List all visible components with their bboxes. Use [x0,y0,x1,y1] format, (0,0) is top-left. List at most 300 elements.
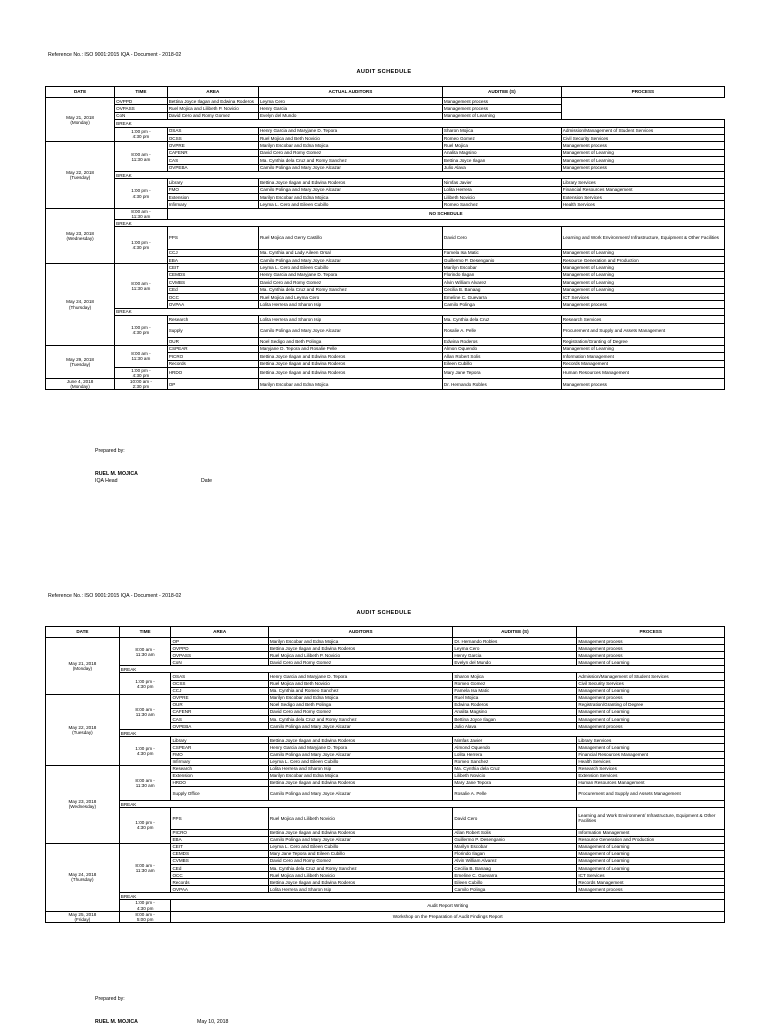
table-row [46,911,725,922]
auditee-cell: Nimfas Javier [442,179,561,186]
auditee-cell: Julio Alava [442,164,561,171]
auditors-cell: Henry Garcia and Maryjane D. Tepora [268,744,453,751]
auditors-cell: David Cero and Romy Gomez [268,659,453,666]
process-cell: Extension Services [577,772,725,779]
auditors-cell: David Cero and Romy Gomez [268,857,453,864]
auditors-cell: Ruel Mojica and Lilibeth Novicio [268,872,453,879]
auditors-cell: Ruel Mojica and Leyma Cero [258,293,442,300]
process-cell: Learning and Work Environment/ Infrastructure, Equipment & Other Facilities [561,227,724,249]
process-cell: Management of Learning [561,279,724,286]
area-cell: PPS [171,808,268,829]
auditee-cell: Romeo Sanchez [453,758,577,765]
auditee-cell: Ruel Mojica [442,142,561,149]
area-cell: Supply [167,323,258,338]
time-cell: 8:00 am - 11:30 am [115,208,168,219]
auditors-cell: Camilo Polinga and Mary Joyce Alcazar [258,164,442,171]
process-cell: Learning and Work Environment/ Infrastructure, Equipment & Other Facilities [577,808,725,829]
break-cell: BREAK [119,666,724,673]
auditors-cell: Bettina Joyce Ilagan and Edwina Roderos [268,645,453,652]
date-cell: May 23, 2018 (Wednesday) [46,208,115,264]
table-row [46,730,725,737]
table-row [46,900,725,911]
table-row [46,264,725,271]
time-cell: 8:00 am - 11:30 am [115,345,168,367]
table-row [46,673,725,680]
prepared-by-label-2: Prepared by: [95,996,125,1002]
process-cell: Human Resources Management [561,367,724,378]
table-row [46,801,725,808]
date-cell: May 24, 2018 (Thursday) [46,264,115,345]
process-cell: Registration/Granting of Degree [561,338,724,345]
area-cell: Library [171,737,268,744]
area-cell: OCSS [167,134,258,141]
auditors-cell: Henry Garcia and Maryjane D. Tepora [258,127,442,134]
auditee-cell: Lolita Herrera [442,186,561,193]
time-cell: 1:00 pm - 4:30 pm [119,808,171,843]
auditors-cell: Marilyn Escobar and Edna Mojica [258,194,442,201]
page-title-2: AUDIT SCHEDULE [356,610,412,616]
area-cell: Research [171,765,268,772]
auditee-cell: Mary Jane Tepora [453,779,577,786]
area-cell: CAFENR [171,708,268,715]
auditee-cell: Cecilia B. Banaag [453,865,577,872]
auditee-cell: Julio Alava [453,723,577,730]
auditee-cell: Lolita Herrera [453,751,577,758]
break-cell: BREAK [119,893,724,900]
process-cell: Civil Security Services [577,680,725,687]
process-cell: Management of Learning [577,744,725,751]
auditee-cell: Romeo Gomez [442,134,561,141]
process-cell: Management of Learning [577,687,725,694]
table-row [46,379,725,390]
area-cell: OVPASS [115,105,168,112]
auditors-cell: Lolita Herrera and Sharon Isip [258,301,442,308]
area-cell: OCC [167,293,258,300]
process-cell: Information Management [561,353,724,360]
time-cell: 8:00 am - 11:30 am [119,843,171,893]
audit-schedule-table-2 [45,626,725,923]
auditee-cell: Dr. Hernando Robles [453,638,577,645]
area-cell: OVPRE [171,694,268,701]
auditee-cell: Marilyn Escobar [442,264,561,271]
date-cell: June 4, 2018 (Monday) [46,379,115,390]
auditors-cell: Leyma L. Cero and Eileen Cubillo [268,758,453,765]
table-row [46,112,725,119]
table-row [46,638,725,645]
break-cell: BREAK [115,220,725,227]
auditors-cell: Bettina Joyce Ilagan and Edwina Roderos [258,353,442,360]
area-cell: FMO [171,751,268,758]
area-cell: Extension [167,194,258,201]
area-cell: PICRO [167,353,258,360]
date-cell: May 29, 2018 (Tuesday) [46,345,115,378]
area-cell: OP [167,379,258,390]
table-row [46,737,725,744]
table-row [46,120,725,127]
auditee-cell: Emeline C. Guevarra [453,872,577,879]
process-cell: Management process [577,652,725,659]
area-cell: Infirmary [171,758,268,765]
auditors-cell: Camilo Polinga and Mary Joyce Alcazar [268,723,453,730]
auditee-cell: Sharon Mojica [442,127,561,134]
auditors-cell: Camilo Polinga and Mary Joyce Alcazar [258,257,442,264]
table-row [46,308,725,315]
auditors-cell: Noel Sedigo and Beth Polinga [258,338,442,345]
auditee-cell: David Cero [442,227,561,249]
auditors-cell: Bettina Joyce Ilagan and Edwina Roderos [258,360,442,367]
auditors-cell: Bettina Joyce Ilagan and Edwina Roderos [258,179,442,186]
date-cell: May 24, 2018 (Thursday) [46,843,120,911]
auditee-cell: Mary Jane Tepora [442,367,561,378]
process-cell: Health Services [577,758,725,765]
date-cell: May 21, 2018 (Monday) [46,638,120,695]
table-row [46,142,725,149]
table-row [46,179,725,186]
break-cell: BREAK [115,171,725,178]
auditors-cell: Bettina Joyce Ilagan and Edwina Roderos [268,829,453,836]
process-cell: Management process [577,886,725,893]
auditee-cell: Bettina Joyce Ilagan [442,157,561,164]
area-cell: CAFENR [167,149,258,156]
process-cell: Research Services [561,316,724,323]
signatory-name-2: RUEL M. MOJICA [95,1019,138,1025]
time-cell: 10:00 am - 2:30 pm [115,379,168,390]
process-cell: Extension Services [561,194,724,201]
table-row [46,220,725,227]
date-cell: May 23, 2018 (Wednesday) [46,765,120,843]
area-cell: OSAS [171,673,268,680]
area-cell: OUR [167,338,258,345]
area-cell: Research [167,316,258,323]
auditee-cell: Analita Magsino [442,149,561,156]
auditee-cell: Romeo Sanchez [442,201,561,208]
process-cell: Management of Learning [577,850,725,857]
process-cell: Records Management [561,360,724,367]
process-cell: Management process [577,694,725,701]
time-cell: 8:00 am - 11:30 am [119,765,171,800]
auditee-cell: Romeo Gomez [453,680,577,687]
process-cell: Management of Learning [577,857,725,864]
area-cell: HRDO [171,779,268,786]
break-cell: BREAK [119,730,724,737]
auditors-cell: Marilyn Escobar and Edna Mojica [258,142,442,149]
auditee-cell: Nimfas Javier [453,737,577,744]
col-header-auditors: ACTUAL AUDITORS [258,87,442,98]
auditee-cell: Allan Robert Solis [442,353,561,360]
date-cell: May 22, 2018 (Tuesday) [46,694,120,765]
area-cell: CCJ [167,249,258,256]
area-cell: OVPPD [171,645,268,652]
table-row [46,316,725,323]
area-cell: EBA [171,836,268,843]
col-header-process: PROCESS [577,627,725,638]
auditors-cell: Ruel Mojica and Beth Novicio [268,680,453,687]
auditee-cell: Famela Isa Matic [442,249,561,256]
process-cell: Management of Learning [561,271,724,278]
time-cell: 1:00 pm - 4:30 pm [115,179,168,209]
auditors-cell: Ruel Mojica and Lilibeth P. Novicio [268,652,453,659]
date-cell: May 25, 2018 (Friday) [46,911,120,922]
auditors-cell: Camilo Polinga and Mary Joyce Alcazar [268,786,453,800]
merged-note-cell: NO SCHEDULE [167,208,724,219]
area-cell: OUR [171,701,268,708]
auditors-cell: Ma. Cynthia dela Cruz and Romy Sanchez [258,286,442,293]
table-row [46,666,725,673]
process-cell: Financial Resources Management [577,751,725,758]
time-cell: 1:00 pm - 4:30 pm [115,316,168,346]
table-header-row [46,87,725,98]
auditee-cell: Allan Robert Solis [453,829,577,836]
signatory-title: IQA Head [95,478,118,484]
time-cell: 1:00 pm - 4:30 pm [115,127,168,142]
table-row [46,694,725,701]
process-cell: Management of Learning [442,112,561,119]
auditors-cell: Henry Garcia and Maryjane D. Tepora [268,673,453,680]
time-cell: 1:00 pm - 4:30 pm [119,673,171,694]
auditors-cell: Leyma L. Cero and Eileen Cubillo [258,264,442,271]
reference-number-2: Reference No.: ISO 9001:2015 IQA - Document - 2018-02 [48,593,182,599]
area-cell: OSAS [167,127,258,134]
auditee-cell: Leyma Cero [453,645,577,652]
area-cell: CoN [171,659,268,666]
process-cell: Management process [561,142,724,149]
process-cell: Admission/Management of Student Services [577,673,725,680]
process-cell: Management of Learning [577,843,725,850]
auditors-cell: David Cero and Romy Gomez [258,149,442,156]
area-cell: CEd [167,286,258,293]
area-cell: CCJ [171,687,268,694]
process-cell: Management process [442,98,561,105]
area-cell: FMO [167,186,258,193]
area-cell: Extension [171,772,268,779]
auditee-cell: Rosalie A. Pelle [442,323,561,338]
process-cell: Health Services [561,201,724,208]
auditee-cell: Camilo Polinga [453,886,577,893]
time-cell: 8:00 am - 11:30 am [119,694,171,729]
area-cell: Library [167,179,258,186]
col-header-process: PROCESS [561,87,724,98]
auditors-cell: Leyma L. Cero and Eileen Cubillo [268,843,453,850]
col-header-time: TIME [115,87,168,98]
process-cell: Management of Learning [577,708,725,715]
process-cell: Research Services [577,765,725,772]
process-cell: Management of Learning [561,345,724,352]
area-cell: Records [167,360,258,367]
auditee-cell: David Cero [453,808,577,829]
auditors-cell: Mary Jane Tepora and Eileen Cubillo [268,850,453,857]
auditee-cell: Alvin William Alvarez [453,857,577,864]
process-cell: Management process [561,164,724,171]
auditee-cell: Emeline C. Guevarra [442,293,561,300]
area-cell: CEIT [167,264,258,271]
auditee-cell: Dr. Hernando Robles [442,379,561,390]
area-cell: OVPEBA [171,723,268,730]
auditors-cell: Marilyn Escobar and Edna Mojica [258,379,442,390]
table-row [46,765,725,772]
area-cell: Supply Office [171,786,268,800]
process-cell: Library Services [561,179,724,186]
process-cell: Management of Learning [561,249,724,256]
auditors-cell: Marilyn Escobar and Edna Mojica [268,772,453,779]
auditors-cell: David Cero and Romy Gomez [268,708,453,715]
process-cell: Management process [577,638,725,645]
auditors-cell: Lolita Herrera and Sharon Isip [258,316,442,323]
auditee-cell: Alvin William Alvarez [442,279,561,286]
process-cell: Library Services [577,737,725,744]
area-cell: HRDO [167,367,258,378]
auditee-cell: Eileen Cubillo [453,879,577,886]
reference-number: Reference No.: ISO 9001:2015 IQA - Document - 2018-02 [48,52,182,58]
process-cell: Procurement and Supply and Assets Management [561,323,724,338]
area-cell: OP [171,638,268,645]
auditee-cell: Ma. Cynthia dela Cruz [442,316,561,323]
process-cell: Resource Generation and Production [561,257,724,264]
break-cell: BREAK [115,120,725,127]
area-cell: CAS [171,716,268,723]
auditee-cell: Guillermo P. Desenganio [453,836,577,843]
auditors-cell: Bettina Joyce Ilagan and Edwina Roderos [167,98,258,105]
area-cell: CoN [115,112,168,119]
auditors-cell: Lolita Herrera and Sharon Isip [268,765,453,772]
table-row [46,893,725,900]
col-header-area: AREA [167,87,258,98]
area-cell: OCC [171,872,268,879]
area-cell: EBA [167,257,258,264]
process-cell: Civil Security Services [561,134,724,141]
date-value-2: May 10, 2018 [197,1019,229,1025]
time-cell: 1:00 pm - 4:30 pm [115,367,168,378]
area-cell: PPS [167,227,258,249]
auditors-cell: Lolita Herrera and Sharon Isip [268,886,453,893]
process-cell: Human Resources Management [577,779,725,786]
area-cell: OVPPD [115,98,168,105]
auditee-cell: Almond Oquendo [453,744,577,751]
area-cell: CSPEAR [171,744,268,751]
auditors-cell: Ma. Cynthia and Romeo Sanchez [268,687,453,694]
table-row [46,105,725,112]
auditors-cell: Ma. Cynthia dela Cruz and Romy Sanchez [268,865,453,872]
auditee-cell: Florindo Ilagan [442,271,561,278]
auditors-cell: David Cero and Romy Gomez [167,112,258,119]
table-row [46,98,725,105]
area-cell: OVPAA [167,301,258,308]
auditee-cell: Henry Garcia [453,652,577,659]
auditee-cell: Analita Magsino [453,708,577,715]
time-cell: 8:00 am - 11:30 am [115,142,168,172]
table-header-row [46,627,725,638]
area-cell: CEIT [171,843,268,850]
auditee-cell: Camilo Polinga [442,301,561,308]
auditee-cell: Famela Isa Matic [453,687,577,694]
area-cell: OCSS [171,680,268,687]
area-cell: Records [171,879,268,886]
area-cell: OVPASS [171,652,268,659]
process-cell: Financial Resources Management [561,186,724,193]
auditee-cell: Sharon Mojica [453,673,577,680]
date-cell: May 22, 2018 (Tuesday) [46,142,115,209]
break-cell: BREAK [115,308,725,315]
auditors-cell: Ruel Mojica and Lilibeth P. Novicio [167,105,258,112]
area-cell: OVPAA [171,886,268,893]
auditee-cell: Ruel Mojica [453,694,577,701]
date-label: Date [201,478,212,484]
auditors-cell: Leyma L. Cero and Eileen Cubillo [258,201,442,208]
auditee-cell: Cecilia B. Banaag [442,286,561,293]
auditors-cell: Marilyn Escobar and Edna Mojica [268,694,453,701]
auditors-cell: Ruel Mojica and Beth Novicio [258,134,442,141]
date-cell: May 21, 2018 (Monday) [46,98,115,142]
col-header-auditors: AUDITORS [268,627,453,638]
auditors-cell: Ma. Cynthia dela Cruz and Romy Sanchez [268,716,453,723]
auditee-cell: Edwina Roderos [442,338,561,345]
table-row [46,843,725,850]
auditee-cell: Florindo Ilagan [453,850,577,857]
audit-schedule-table [45,86,725,390]
table-row [46,171,725,178]
auditors-cell: Camilo Polinga and Mary Joyce Alcazar [258,186,442,193]
auditors-cell: Ruel Mojica and Gerry Castillo [258,227,442,249]
merged-note-cell: Audit Report Writing [171,900,725,911]
area-cell: CVMBS [171,857,268,864]
break-cell: BREAK [119,801,724,808]
process-cell: Management process [577,723,725,730]
process-cell: Management process [442,105,561,112]
table-row [46,127,725,134]
auditors-cell: Noel Sedigo and Beth Polinga [268,701,453,708]
prepared-by-label: Prepared by: [95,448,125,454]
col-header-auditees: AUDITEE (S) [442,87,561,98]
auditors-cell: Camilo Polinga and Mary Joyce Alcazar [268,751,453,758]
auditors-cell: Ma. Cynthia dela Cruz and Romy Sanchez [258,157,442,164]
col-header-area: AREA [171,627,268,638]
col-header-time: TIME [119,627,171,638]
auditors-cell: David Cero and Romy Gomez [258,279,442,286]
time-cell: 1:00 pm - 4:30 pm [119,900,171,911]
auditee-cell: Henry Garcia [258,105,442,112]
auditee-cell: Evelyn del Mundo [453,659,577,666]
process-cell: Management of Learning [577,716,725,723]
auditee-cell: Rosalie A. Pelle [453,786,577,800]
merged-note-cell: Workshop on the Preparation of Audit Findings Report [171,911,725,922]
process-cell: Management of Learning [561,157,724,164]
auditors-cell: Bettina Joyce Ilagan and Edwina Roderos [258,367,442,378]
auditors-cell: Bettina Joyce Ilagan and Edwina Roderos [268,879,453,886]
process-cell: Information Management [577,829,725,836]
auditors-cell: Henry Garcia and Maryjane D. Tepora [258,271,442,278]
auditee-cell: Ma. Cynthia dela Cruz [453,765,577,772]
auditors-cell: Marilyn Escobar and Edna Mojica [268,638,453,645]
process-cell: Procurement and Supply and Assets Management [577,786,725,800]
auditors-cell: Camilo Polinga and Mary Joyce Alcazar [258,323,442,338]
process-cell: Management of Learning [577,659,725,666]
signatory-name: RUEL M. MOJICA [95,471,138,477]
auditee-cell: Bettina Joyce Ilagan [453,716,577,723]
auditee-cell: Guillermo P. Desenganio [442,257,561,264]
auditors-cell: Bettina Joyce Ilagan and Edwina Roderos [268,737,453,744]
area-cell: CEMDS [171,850,268,857]
auditee-cell: Marilyn Escobar [453,843,577,850]
area-cell: OVPRE [167,142,258,149]
auditee-cell: Edwina Roderos [453,701,577,708]
time-cell: 8:00 am - 11:30 am [119,638,171,666]
time-cell: 8:00 am - 11:30 am [115,264,168,308]
table-row [46,227,725,249]
table-row [46,208,725,219]
process-cell: Management of Learning [561,264,724,271]
col-header-date: DATE [46,627,120,638]
time-cell: 8:00 am - 5:00 pm [119,911,171,922]
area-cell: CAS [167,157,258,164]
